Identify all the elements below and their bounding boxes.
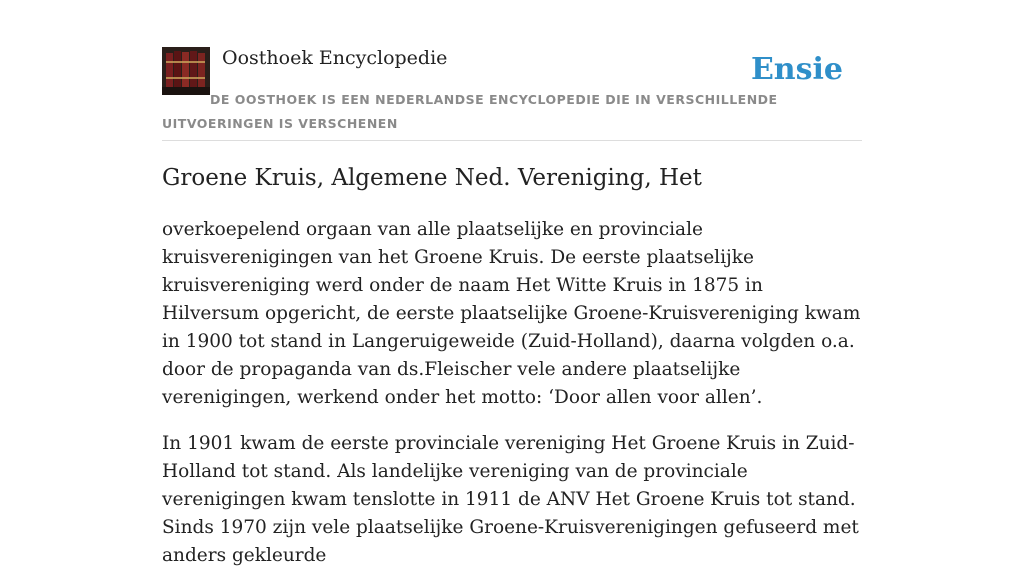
source-header: [162, 46, 862, 141]
source-tagline: DE OOSTHOEK IS EEN NEDERLANDSE ENCYCLOPEDIE DIE IN VERSCHILLENDE UITVOERINGEN IS VERSCHENEN: [162, 92, 778, 131]
source-name[interactable]: Oosthoek Encyclopedie: [222, 47, 448, 69]
article-paragraph: In 1901 kwam de eerste provinciale vereniging Het Groene Kruis in Zuid-Holland tot stand. Als landelijke vereniging van de provinciale verenigingen kwam tenslotte in 1911 de ANV Het Groene Kruis tot stand. Sinds 1970 zijn vele plaatselijke Groene-Kruisverenigingen gefuseerd met anders gekleurde: [162, 433, 859, 566]
ensie-logo-link[interactable]: Ensie: [750, 52, 843, 87]
article-body: [162, 216, 862, 588]
article-title: Groene Kruis, Algemene Ned. Vereniging, Het: [162, 165, 702, 191]
article-paragraph: overkoepelend orgaan van alle plaatselijke en provinciale kruisverenigingen van het Groene Kruis. De eerste plaatselijke kruisvereniging werd onder de naam Het Witte Kruis in 1875 in Hilversum opgericht, de eerste plaatselijke Groene-Kruisvereniging kwam in 1900 tot stand in Langeruigeweide (Zuid-Holland), daarna volgden o.a. door de propaganda van ds.Fleischer vele andere plaatselijke verenigingen, werkend onder het motto: ‘Door allen voor allen’.: [162, 219, 861, 408]
